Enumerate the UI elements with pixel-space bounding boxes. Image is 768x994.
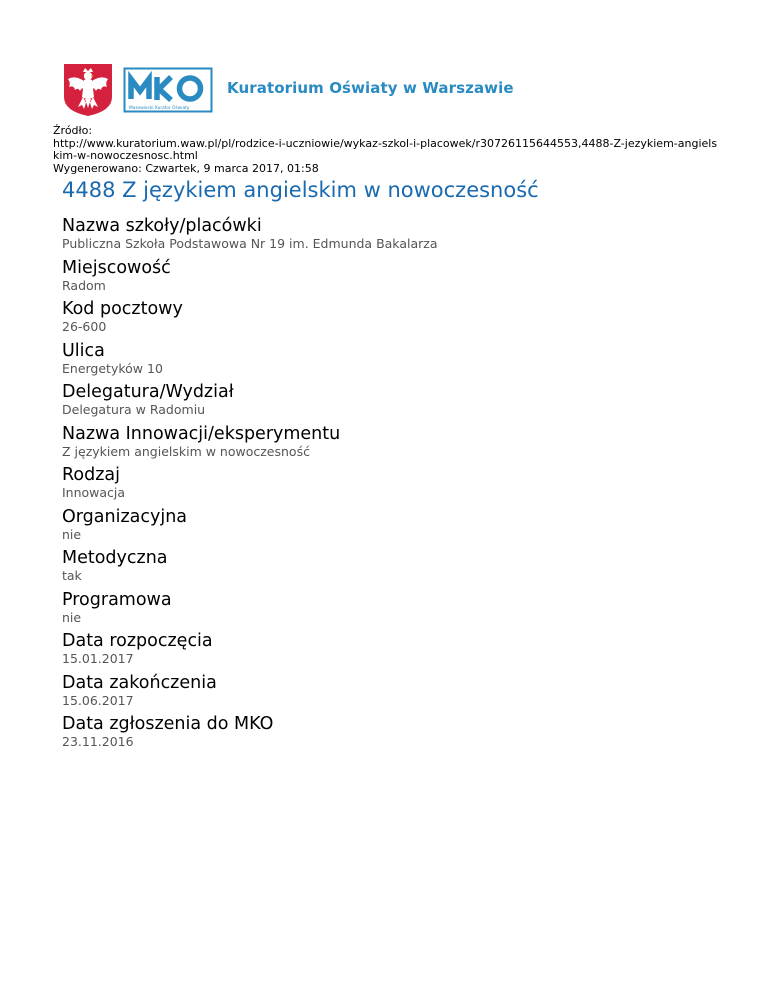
field-value: Delegatura w Radomiu	[62, 402, 206, 417]
field-value: Publiczna Szkoła Podstawowa Nr 19 im. Edmunda Bakalarza	[62, 236, 438, 251]
brand-name: Kuratorium Oświaty w Warszawie	[227, 79, 514, 97]
polish-eagle-emblem-icon	[63, 63, 113, 117]
field-value: 26-600	[62, 319, 107, 334]
field-label: Kod pocztowy	[62, 299, 183, 319]
field-postal-code	[62, 299, 722, 341]
field-value: Innowacja	[62, 485, 126, 500]
field-label: Organizacyjna	[62, 506, 188, 527]
source-label: Źródło:	[53, 124, 93, 137]
field-innovation-name	[62, 424, 722, 466]
field-start-date	[62, 631, 722, 673]
field-label: Nazwa Innowacji/eksperymentu	[62, 423, 341, 444]
field-label: Nazwa szkoły/placówki	[62, 216, 262, 236]
field-value: Energetyków 10	[62, 360, 163, 376]
document-meta	[53, 125, 723, 175]
page-header	[63, 62, 514, 118]
field-city	[62, 258, 722, 300]
svg-text:Mazowiecki Kurator Oświaty: Mazowiecki Kurator Oświaty	[129, 106, 190, 111]
source-url: http://www.kuratorium.waw.pl/pl/rodzice-i-uczniowie/wykaz-szkol-i-placowek/r30726115644553,4488-Z-jezykiem-angielskim-w-nowoczesnosc.html	[53, 136, 718, 162]
field-value: 15.01.2017	[62, 651, 134, 666]
field-label: Metodyczna	[62, 548, 168, 568]
field-label: Data rozpoczęcia	[62, 631, 213, 651]
field-submission-date	[62, 714, 722, 756]
field-organizational	[62, 507, 722, 549]
field-value: nie	[62, 609, 82, 625]
field-value: Radom	[62, 277, 106, 293]
field-delegation	[62, 382, 722, 424]
field-value: Z językiem angielskim w nowoczesność	[62, 443, 310, 459]
field-value: nie	[62, 526, 82, 542]
field-label: Data zakończenia	[62, 672, 217, 693]
field-value: tak	[62, 568, 82, 583]
field-value: 23.11.2016	[62, 734, 134, 749]
field-label: Delegatura/Wydział	[62, 382, 234, 402]
details-list	[62, 216, 722, 756]
mko-logo-icon	[123, 67, 213, 113]
field-value: 15.06.2017	[62, 692, 134, 708]
field-street	[62, 341, 722, 383]
field-label: Miejscowość	[62, 257, 171, 278]
field-label: Rodzaj	[62, 465, 120, 485]
field-end-date	[62, 673, 722, 715]
field-label: Ulica	[62, 340, 105, 361]
page-title: 4488 Z językiem angielskim w nowoczesność	[62, 178, 539, 202]
field-methodical	[62, 548, 722, 590]
field-label: Data zgłoszenia do MKO	[62, 714, 274, 734]
field-type	[62, 465, 722, 507]
field-school-name	[62, 216, 722, 258]
generated-timestamp: Wygenerowano: Czwartek, 9 marca 2017, 01:58	[53, 161, 319, 175]
field-programmatic	[62, 590, 722, 632]
field-label: Programowa	[62, 589, 172, 610]
